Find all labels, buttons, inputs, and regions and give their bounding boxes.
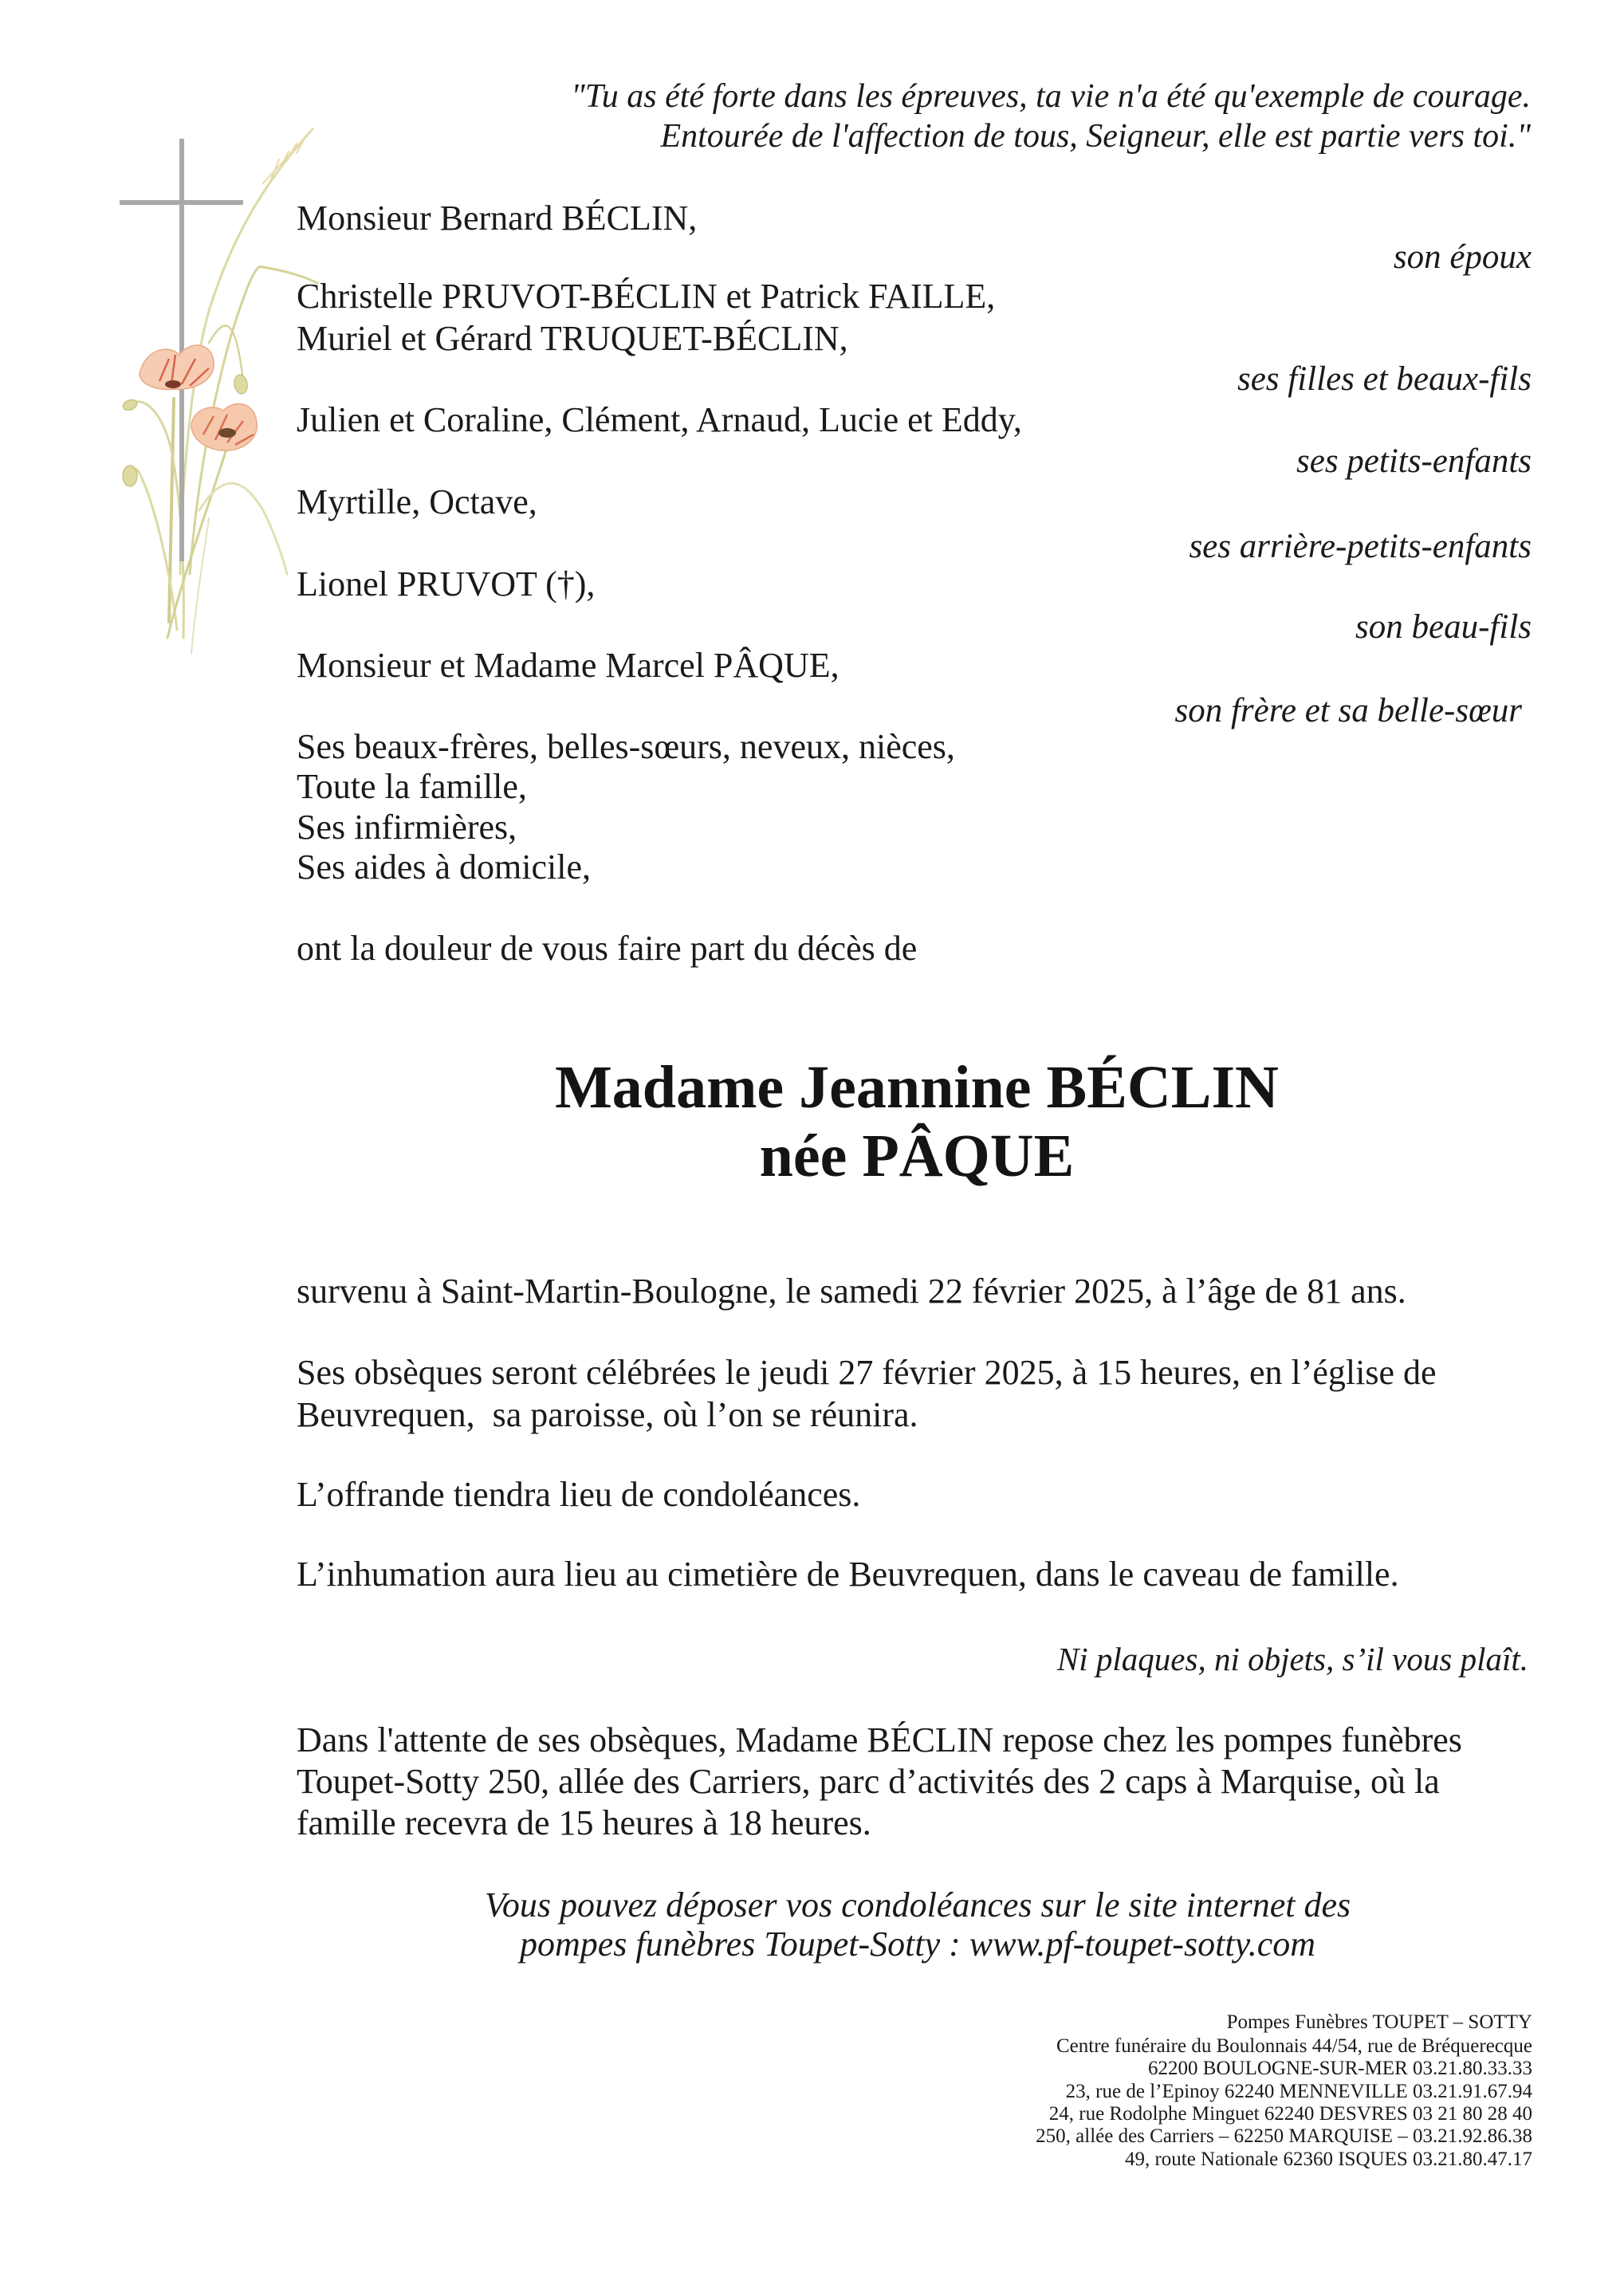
family-member-line: Monsieur Bernard BÉCLIN, bbox=[297, 199, 698, 238]
funeral-home-address: 23, rue de l’Epinoy 62240 MENNEVILLE 03.21.91.67.94 bbox=[1065, 2081, 1532, 2102]
other-relatives-line: Toute la famille, bbox=[297, 767, 527, 806]
funeral-home-address: Centre funéraire du Boulonnais 44/54, rue de Bréquerecque bbox=[1056, 2035, 1532, 2057]
death-details: survenu à Saint-Martin-Boulogne, le samedi 22 février 2025, à l’âge de 81 ans. bbox=[297, 1272, 1406, 1311]
other-relatives-line: Ses infirmières, bbox=[297, 808, 517, 847]
funeral-home-address: 250, allée des Carriers – 62250 MARQUISE – 03.21.92.86.38 bbox=[1036, 2125, 1532, 2147]
funeral-home-name: Pompes Funèbres TOUPET – SOTTY bbox=[1226, 2011, 1532, 2033]
relation-label: ses arrière-petits-enfants bbox=[1189, 528, 1532, 565]
epitaph-quote-line: "Tu as été forte dans les épreuves, ta vie n'a été qu'exemple de courage. bbox=[571, 78, 1531, 115]
rest-details: Dans l'attente de ses obsèques, Madame BÉCLIN repose chez les pompes funèbres bbox=[297, 1720, 1462, 1759]
grass-stems bbox=[130, 129, 317, 654]
condolences-note: Vous pouvez déposer vos condoléances sur le site internet des bbox=[484, 1885, 1351, 1924]
other-relatives-line: Ses beaux-frères, belles-sœurs, neveux, nièces, bbox=[297, 727, 955, 766]
relation-label: son frère et sa belle-sœur bbox=[1174, 692, 1522, 729]
funeral-home-address: 62200 BOULOGNE-SUR-MER 03.21.80.33.33 bbox=[1148, 2058, 1532, 2079]
poppy-flower bbox=[191, 404, 257, 451]
funeral-details: Ses obsèques seront célébrées le jeudi 27 février 2025, à 15 heures, en l’église de bbox=[297, 1353, 1437, 1392]
relation-label: ses petits-enfants bbox=[1296, 442, 1532, 480]
cross-poppy-illustration bbox=[48, 120, 335, 662]
rest-details: Toupet-Sotty 250, allée des Carriers, parc d’activités des 2 caps à Marquise, où la bbox=[297, 1762, 1440, 1801]
no-flowers-note: Ni plaques, ni objets, s’il vous plaît. bbox=[1056, 1641, 1528, 1677]
funeral-home-address: 49, route Nationale 62360 ISQUES 03.21.80.47.17 bbox=[1124, 2149, 1532, 2170]
cross-icon bbox=[120, 139, 243, 561]
relation-label: son beau-fils bbox=[1355, 608, 1532, 646]
offering-note: L’offrande tiendra lieu de condoléances. bbox=[297, 1475, 861, 1514]
announcement-text: ont la douleur de vous faire part du décès de bbox=[297, 929, 918, 968]
epitaph-quote-line: Entourée de l'affection de tous, Seigneur, elle est partie vers toi." bbox=[660, 118, 1531, 155]
family-member-line: Julien et Coraline, Clément, Arnaud, Lucie et Eddy, bbox=[297, 400, 1022, 439]
grass-awn bbox=[263, 129, 313, 183]
deceased-name: Madame Jeannine BÉCLIN bbox=[555, 1054, 1279, 1121]
rest-details: famille recevra de 15 heures à 18 heures. bbox=[297, 1803, 871, 1842]
condolences-note: pompes funèbres Toupet-Sotty : www.pf-toupet-sotty.com bbox=[519, 1924, 1316, 1964]
family-member-line: Muriel et Gérard TRUQUET-BÉCLIN, bbox=[297, 319, 848, 358]
family-member-line: Monsieur et Madame Marcel PÂQUE, bbox=[297, 646, 840, 685]
deceased-maiden-name: née PÂQUE bbox=[759, 1122, 1075, 1189]
poppy-flower bbox=[140, 345, 214, 389]
funeral-details: Beuvrequen, sa paroisse, où l’on se réunira. bbox=[297, 1395, 918, 1434]
relation-label: son époux bbox=[1393, 238, 1532, 276]
family-member-line: Lionel PRUVOT (†), bbox=[297, 564, 596, 603]
relation-label: ses filles et beaux-fils bbox=[1237, 360, 1532, 398]
family-member-line: Christelle PRUVOT-BÉCLIN et Patrick FAILLE, bbox=[297, 277, 996, 316]
funeral-home-address: 24, rue Rodolphe Minguet 62240 DESVRES 03 21 80 28 40 bbox=[1048, 2103, 1532, 2125]
other-relatives-line: Ses aides à domicile, bbox=[297, 847, 592, 887]
grass-stem bbox=[199, 483, 287, 574]
family-member-line: Myrtille, Octave, bbox=[297, 482, 537, 521]
burial-details: L’inhumation aura lieu au cimetière de Beuvrequen, dans le caveau de famille. bbox=[297, 1555, 1399, 1594]
